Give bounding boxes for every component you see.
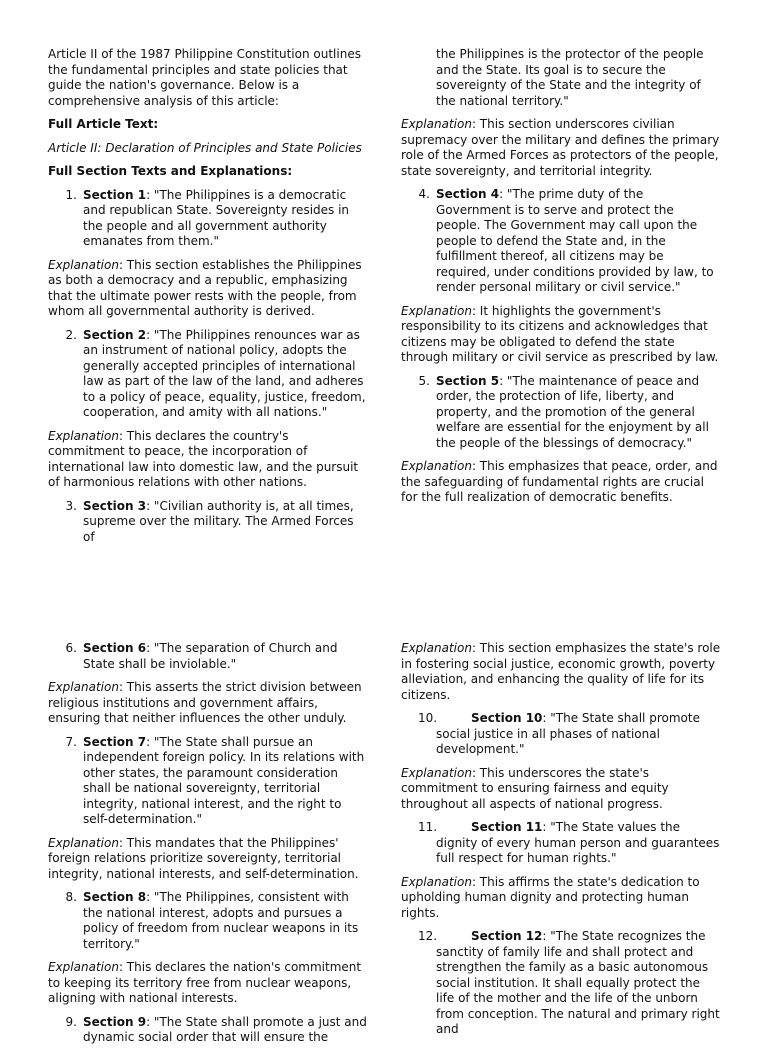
- section-text: : "The Philippines is a democratic and republican State. Sovereignty resides in the people and all government authority emanates from them.": [83, 187, 350, 248]
- page2-left-column: [48, 641, 368, 1054]
- list-number: 4.: [418, 187, 430, 201]
- explanation-section-7: [48, 836, 368, 883]
- explanation-text: : This declares the nation's commitment to keeping its territory free from nuclear weapons, aligning with national interests.: [48, 960, 362, 1005]
- list-item-section-1: [48, 188, 368, 250]
- page1-right-column: [401, 47, 721, 514]
- section-title: Section 3: [83, 498, 147, 513]
- section-text: : "The maintenance of peace and order, the protection of life, liberty, and property, and the promotion of the general welfare are essential for the enjoyment by all the people of the blessings of democracy.": [436, 373, 709, 450]
- section-title: Section 9: [83, 1014, 147, 1029]
- section-text: : "The Philippines, consistent with the national interest, adopts and pursues a policy of freedom from nuclear weapons in its territory.": [83, 890, 359, 951]
- list-number: 9.: [65, 1014, 77, 1029]
- section-title: Section 2: [83, 327, 147, 342]
- explanation-text: : This declares the country's commitment to peace, the incorporation of international law into domestic law, and the pursuit of harmonious relations with other nations.: [48, 428, 359, 489]
- list-item-section-3: [48, 499, 368, 546]
- section-title: Section 5: [436, 373, 500, 388]
- section-title: Section 6: [83, 641, 147, 655]
- explanation-label: Explanation: [401, 765, 472, 780]
- section-text: : "The State recognizes the sanctity of family life and shall protect and strengthen the family as a basic autonomous social institution. It shall equally protect the life of the mother and the life of the unborn from conception. The natural and primary right and: [436, 929, 720, 1036]
- page1-left-column: [48, 47, 368, 553]
- explanation-text: : This emphasizes that peace, order, and the safeguarding of fundamental rights are crucial for the full realization of democratic benefits.: [401, 459, 718, 504]
- explanation-label: Explanation: [48, 835, 119, 850]
- section-title: Section 11: [471, 820, 543, 834]
- explanation-section-6: [48, 680, 368, 727]
- list-item-section-12: [401, 929, 721, 1038]
- list-item-section-11: [401, 820, 721, 867]
- page2-right-column: [401, 641, 721, 1046]
- section-text: : "The Philippines renounces war as an instrument of national policy, adopts the generally accepted principles of international law as part of the law of the land, and adheres to a policy of peace, equality, justice, freedom, cooperation, and amity with all nations.": [83, 327, 366, 419]
- section-text: : "Civilian authority is, at all times, supreme over the military. The Armed Forces of: [83, 498, 354, 544]
- section-3-text-continued: the Philippines is the protector of the people and the State. Its goal is to secure the sovereignty of the State and the integrity of the national territory.": [436, 47, 704, 108]
- explanation-label: Explanation: [48, 680, 119, 694]
- explanation-section-8: [48, 960, 368, 1007]
- section-title: Section 12: [471, 929, 543, 943]
- list-item-section-10: [401, 711, 721, 758]
- explanation-label: Explanation: [48, 257, 119, 272]
- explanation-text: : This affirms the state's dedication to upholding human dignity and protecting human rights.: [401, 874, 700, 920]
- list-number: 10.: [418, 711, 438, 725]
- explanation-section-5: [401, 459, 721, 506]
- list-number: 7.: [65, 734, 77, 749]
- article-title: Article II: Declaration of Principles and State Policies: [48, 140, 362, 155]
- list-item-section-6: [48, 641, 368, 672]
- list-item-section-2: [48, 328, 368, 421]
- list-number: 6.: [65, 641, 77, 655]
- explanation-label: Explanation: [48, 428, 119, 443]
- section-text: : "The State values the dignity of every human person and guarantees full respect for human rights.": [436, 820, 720, 865]
- explanation-section-9: [401, 641, 721, 703]
- list-number: 3.: [65, 498, 77, 513]
- explanation-section-1: [48, 258, 368, 320]
- list-number: 2.: [65, 327, 77, 342]
- explanation-section-3: [401, 117, 721, 179]
- explanation-text: : This underscores the state's commitment to ensuring fairness and equity throughout all aspects of national progress.: [401, 765, 669, 811]
- list-number: 1.: [65, 187, 77, 202]
- list-number: 12.: [418, 929, 438, 943]
- explanation-section-10: [401, 766, 721, 813]
- section-title: Section 7: [83, 734, 147, 749]
- list-item-section-4: [401, 187, 721, 296]
- explanation-text: : This section establishes the Philippines as both a democracy and a republic, emphasizing that the ultimate power rests with the people, from whom all governmental authority is derived.: [48, 257, 362, 318]
- section-title: Section 4: [436, 187, 500, 201]
- list-item-section-9: [48, 1015, 368, 1046]
- section-title: Section 8: [83, 890, 147, 904]
- section-text: : "The prime duty of the Government is to serve and protect the people. The Government may call upon the people to defend the State and, in the fulfillment thereof, all citizens may be required, under conditions provided by law, to render personal military or civil service.": [436, 187, 714, 294]
- section-text: : "The State shall pursue an independent foreign policy. In its relations with other states, the paramount consideration shall be national sovereignty, territorial integrity, national interest, and the right to self-determination.": [83, 734, 365, 826]
- section-text: : "The State shall promote a just and dynamic social order that will ensure the: [83, 1014, 367, 1044]
- explanation-text: : This asserts the strict division between religious institutions and government affairs, ensuring that neither influences the other unduly.: [48, 680, 362, 725]
- list-number: 8.: [65, 890, 77, 904]
- explanation-label: Explanation: [401, 641, 472, 655]
- list-item-section-5: [401, 374, 721, 452]
- section-title: Section 1: [83, 187, 147, 202]
- explanation-section-11: [401, 875, 721, 922]
- explanation-label: Explanation: [401, 117, 472, 131]
- list-item-section-7: [48, 735, 368, 828]
- explanation-text: : This section emphasizes the state's role in fostering social justice, economic growth, poverty alleviation, and enhancing the quality of life for its citizens.: [401, 641, 721, 702]
- heading-section-texts: Full Section Texts and Explanations:: [48, 164, 293, 178]
- intro-paragraph: Article II of the 1987 Philippine Constitution outlines the fundamental principles and state policies that guide the nation's governance. Below is a comprehensive analysis of this article:: [48, 47, 361, 108]
- explanation-text: : It highlights the government's responsibility to its citizens and acknowledges that citizens may be obligated to defend the state through military or civil service as prescribed by law.: [401, 303, 719, 364]
- explanation-label: Explanation: [48, 960, 119, 974]
- section-title: Section 10: [471, 711, 543, 725]
- explanation-text: : This section underscores civilian supremacy over the military and defines the primary role of the Armed Forces as protectors of the people, state sovereignty, and territorial integrity.: [401, 117, 720, 178]
- explanation-label: Explanation: [401, 303, 472, 318]
- list-number: 11.: [418, 820, 438, 834]
- explanation-text: : This mandates that the Philippines' foreign relations prioritize sovereignty, territorial integrity, national interests, and self-determination.: [48, 835, 359, 881]
- explanation-label: Explanation: [401, 874, 472, 889]
- section-text: : "The separation of Church and State shall be inviolable.": [83, 641, 338, 671]
- list-number: 5.: [418, 373, 430, 388]
- section-text: : "The State shall promote social justice in all phases of national development.": [436, 711, 700, 756]
- explanation-section-2: [48, 429, 368, 491]
- explanation-section-4: [401, 304, 721, 366]
- list-item-section-8: [48, 890, 368, 952]
- explanation-label: Explanation: [401, 459, 472, 473]
- heading-full-article-text: Full Article Text:: [48, 117, 159, 131]
